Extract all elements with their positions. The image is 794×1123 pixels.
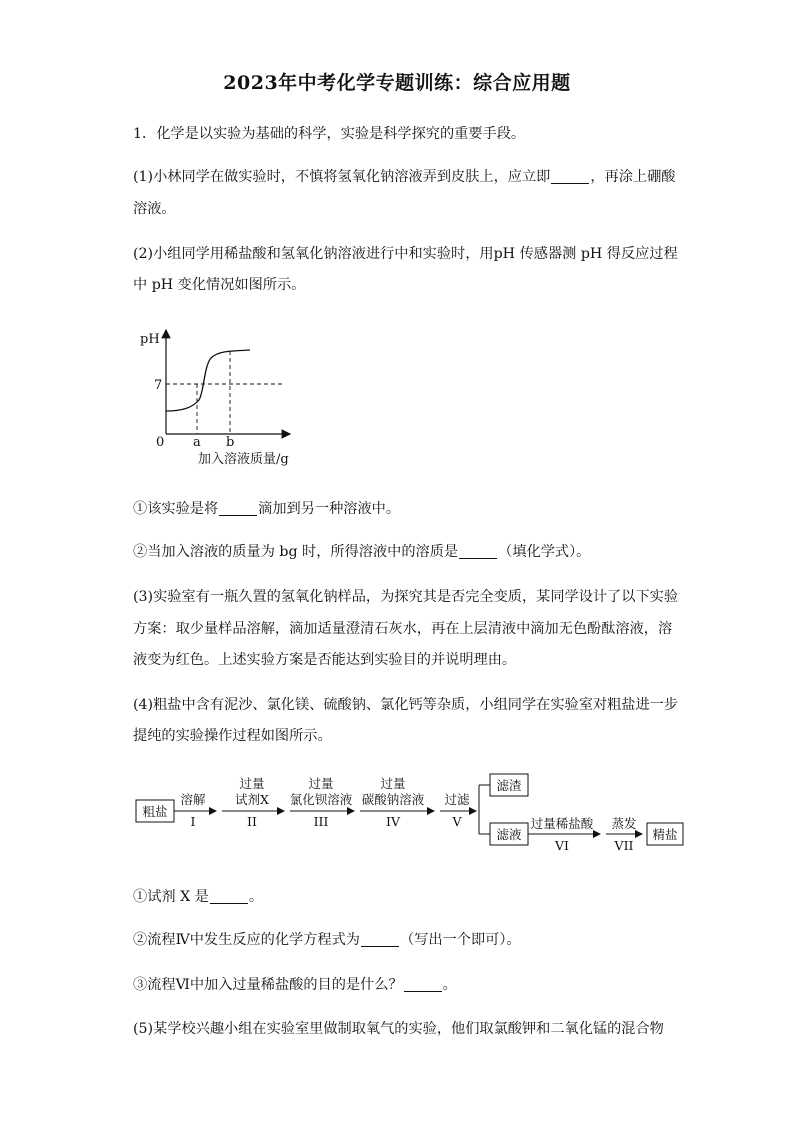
part2-line1: (2)小组同学用稀盐酸和氢氧化钠溶液进行中和实验时，用pH 传感器测 pH 得反应过程 bbox=[133, 246, 678, 262]
step1-num: I bbox=[190, 814, 196, 829]
step6-label: 过量稀盐酸 bbox=[530, 816, 594, 831]
part3-line2: 方案：取少量样品溶解，滴加适量澄清石灰水，再在上层清液中滴加无色酚酞溶液，溶 bbox=[133, 621, 673, 637]
x-tick-a: a bbox=[193, 435, 201, 450]
sub-q1 bbox=[133, 498, 400, 518]
sub-q4 bbox=[133, 929, 521, 949]
ph-curve-graph bbox=[130, 318, 310, 470]
step3-label-2: 氯化钡溶液 bbox=[289, 792, 353, 807]
sub-q5-text-b: 。 bbox=[442, 977, 457, 993]
sub-q3-text-a: ①试剂 X 是 bbox=[133, 889, 209, 905]
answer-blank-1[interactable] bbox=[551, 169, 589, 184]
sub-q4-text-a: ②流程Ⅳ中发生反应的化学方程式为 bbox=[133, 932, 360, 948]
refined-salt-label: 精盐 bbox=[652, 827, 678, 842]
step4-num: IV bbox=[386, 814, 400, 829]
answer-blank-2[interactable] bbox=[219, 501, 257, 516]
step2-num: II bbox=[247, 814, 257, 829]
purification-flowchart bbox=[130, 770, 690, 856]
step4-label-2: 碳酸钠溶液 bbox=[361, 792, 425, 807]
part1-text-a: (1)小林同学在做实验时，不慎将氢氧化钠溶液弄到皮肤上，应立即 bbox=[133, 169, 551, 185]
sub-q1-text-b: 滴加到另一种溶液中。 bbox=[258, 501, 401, 517]
part1-line1 bbox=[133, 166, 676, 186]
page-title: 2023年中考化学专题训练：综合应用题 bbox=[223, 72, 571, 94]
sub-q3-text-b: 。 bbox=[248, 889, 264, 905]
residue-label: 滤渣 bbox=[496, 778, 522, 793]
step3-label-1: 过量 bbox=[308, 776, 334, 791]
part5-line1: (5)某学校兴趣小组在实验室里做制取氧气的实验，他们取氯酸钾和二氧化锰的混合物 bbox=[133, 1021, 664, 1037]
part4-line2: 提纯的实验操作过程如图所示。 bbox=[133, 728, 332, 744]
step5-label: 过滤 bbox=[444, 792, 470, 807]
step7-label: 蒸发 bbox=[611, 816, 637, 831]
part3-line3: 液变为红色。上述实验方案是否能达到实验目的并说明理由。 bbox=[133, 652, 517, 668]
sub-q4-text-b: （写出一个即可）。 bbox=[400, 932, 521, 948]
part2-line2: 中 pH 变化情况如图所示。 bbox=[133, 277, 306, 293]
y-tick-7: 7 bbox=[154, 378, 163, 393]
step2-label-2: 试剂X bbox=[235, 792, 269, 807]
x-axis-label: 加入溶液质量/g bbox=[198, 452, 289, 467]
sub-q2-text-a: ②当加入溶液的质量为 bg 时，所得溶液中的溶质是 bbox=[133, 544, 459, 560]
sub-q3 bbox=[133, 886, 263, 906]
part1-text-b: ，再涂上硼酸 bbox=[590, 169, 676, 185]
sub-q5-text-a: ③流程Ⅵ中加入过量稀盐酸的目的是什么？ bbox=[133, 977, 403, 993]
step2-label-1: 过量 bbox=[239, 776, 265, 791]
filtrate-label: 滤液 bbox=[496, 827, 522, 842]
y-axis-label: pH bbox=[140, 332, 160, 347]
part3-line1: (3)实验室有一瓶久置的氢氧化钠样品，为探究其是否完全变质，某同学设计了以下实验 bbox=[133, 589, 679, 605]
sub-q2 bbox=[133, 541, 590, 561]
part1-line2: 溶液。 bbox=[133, 201, 176, 217]
step3-num: III bbox=[313, 814, 329, 829]
ph-curve bbox=[166, 350, 250, 411]
sub-q5 bbox=[133, 974, 457, 994]
step5-num: V bbox=[452, 814, 462, 829]
step4-label-1: 过量 bbox=[380, 776, 406, 791]
answer-blank-5[interactable] bbox=[361, 932, 399, 947]
question-intro: 1．化学是以实验为基础的科学，实验是科学探究的重要手段。 bbox=[133, 126, 526, 142]
sub-q1-text-a: ①该实验是将 bbox=[133, 501, 219, 517]
crude-salt-label: 粗盐 bbox=[142, 804, 168, 819]
answer-blank-4[interactable] bbox=[210, 889, 248, 904]
part4-line1: (4)粗盐中含有泥沙、氯化镁、硫酸钠、氯化钙等杂质，小组同学在实验室对粗盐进一步 bbox=[133, 697, 679, 713]
answer-blank-6[interactable] bbox=[404, 977, 442, 992]
step7-num: VII bbox=[614, 838, 634, 853]
answer-blank-3[interactable] bbox=[459, 544, 497, 559]
step1-label: 溶解 bbox=[180, 792, 206, 807]
x-tick-b: b bbox=[226, 435, 235, 450]
step6-num: VI bbox=[555, 838, 569, 853]
sub-q2-text-b: （填化学式）。 bbox=[498, 544, 591, 560]
origin-label: 0 bbox=[156, 435, 165, 450]
